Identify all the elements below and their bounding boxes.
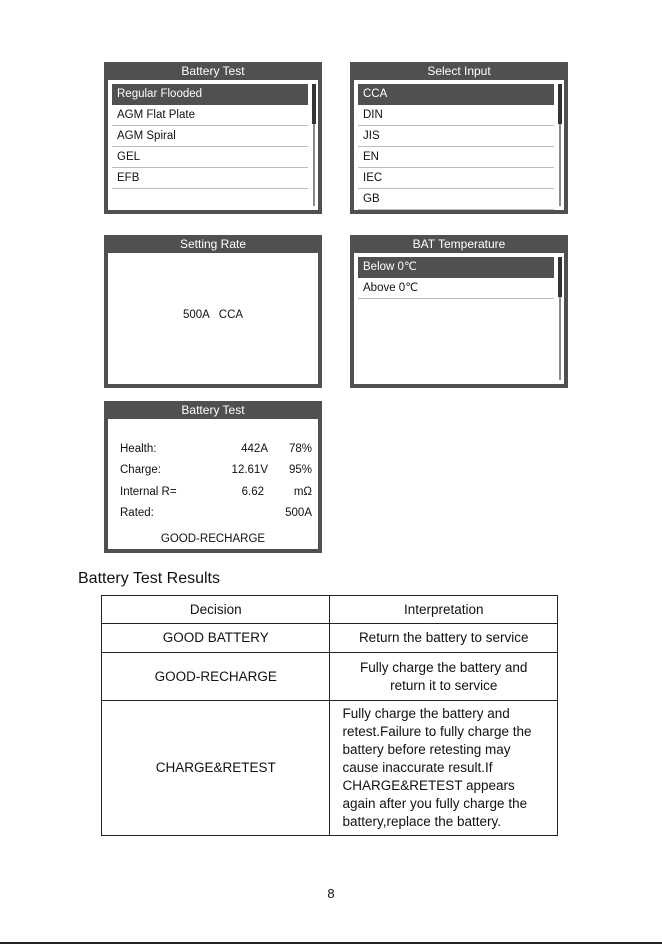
table-row	[102, 653, 558, 701]
battery-test-result-screen	[104, 401, 322, 553]
select-input-screen	[350, 62, 568, 214]
result-row-internal-resistance	[120, 484, 312, 500]
result-extra: 500A	[285, 507, 312, 519]
list-item-regular-flooded[interactable]: Regular Flooded	[112, 84, 308, 105]
screen-body	[108, 419, 318, 549]
list-item-jis[interactable]: JIS	[358, 126, 554, 147]
screen-title: BAT Temperature	[412, 237, 506, 251]
screen-title: Battery Test	[181, 403, 245, 417]
table-row	[102, 624, 558, 653]
decision-cell: GOOD-RECHARGE	[102, 653, 330, 701]
list-item-agm-spiral[interactable]: AGM Spiral	[112, 126, 308, 147]
result-row-health	[120, 441, 312, 457]
table-header-row	[102, 596, 558, 624]
result-label: Internal R=	[120, 486, 177, 498]
result-label: Health:	[120, 443, 157, 455]
interpretation-cell: Return the battery to service	[330, 624, 558, 653]
result-label: Charge:	[120, 464, 161, 476]
list-item-en[interactable]: EN	[358, 147, 554, 168]
results-table	[101, 595, 558, 836]
list-item-efb[interactable]: EFB	[112, 168, 308, 189]
page-number: 8	[327, 886, 335, 901]
list-item-iec[interactable]: IEC	[358, 168, 554, 189]
column-header-decision: Decision	[102, 596, 330, 624]
screen-body	[108, 253, 318, 384]
screen-body	[108, 80, 318, 210]
bottom-rule	[0, 942, 662, 944]
interpretation-cell: Fully charge the battery and retest.Failure to fully charge the battery before retesting may cause inaccurate result.If CHARGE&RETEST appears again after you fully charge the battery,replace the battery.	[330, 701, 558, 836]
scrollbar-thumb[interactable]	[312, 84, 316, 124]
result-row-rated	[120, 505, 312, 521]
scrollbar-thumb[interactable]	[558, 257, 562, 297]
bat-temperature-screen	[350, 235, 568, 388]
battery-test-menu-screen	[104, 62, 322, 214]
result-extra: mΩ	[293, 486, 312, 498]
screen-body	[354, 253, 564, 384]
rate-value[interactable]: 500A CCA	[182, 309, 244, 321]
result-value: 6.62	[241, 486, 264, 498]
screen-body	[354, 80, 564, 210]
interpretation-cell: Fully charge the battery and return it to service	[330, 653, 558, 701]
screen-title: Select Input	[427, 64, 491, 78]
list-item-above-zero[interactable]: Above 0℃	[358, 278, 554, 299]
column-header-interpretation: Interpretation	[330, 596, 558, 624]
list-item-gel[interactable]: GEL	[112, 147, 308, 168]
result-row-charge	[120, 462, 312, 478]
table-row	[102, 701, 558, 836]
result-value: 442A	[241, 443, 268, 455]
list-item-below-zero[interactable]: Below 0℃	[358, 257, 554, 278]
temperature-list	[358, 257, 554, 299]
result-extra: 78%	[288, 443, 312, 455]
screen-title: Battery Test	[181, 64, 245, 78]
setting-rate-screen	[104, 235, 322, 388]
screen-title: Setting Rate	[179, 237, 247, 251]
decision-cell: GOOD BATTERY	[102, 624, 330, 653]
section-heading: Battery Test Results	[78, 570, 220, 587]
battery-type-list	[112, 84, 308, 189]
scrollbar-thumb[interactable]	[558, 84, 562, 124]
result-extra: 95%	[288, 464, 312, 476]
list-item-din[interactable]: DIN	[358, 105, 554, 126]
list-item-agm-flat-plate[interactable]: AGM Flat Plate	[112, 105, 308, 126]
result-label: Rated:	[120, 507, 154, 519]
result-value: 12.61V	[231, 464, 268, 476]
decision-cell: CHARGE&RETEST	[102, 701, 330, 836]
result-verdict: GOOD-RECHARGE	[160, 533, 266, 545]
standard-list	[358, 84, 554, 210]
list-item-gb[interactable]: GB	[358, 189, 554, 210]
list-item-cca[interactable]: CCA	[358, 84, 554, 105]
